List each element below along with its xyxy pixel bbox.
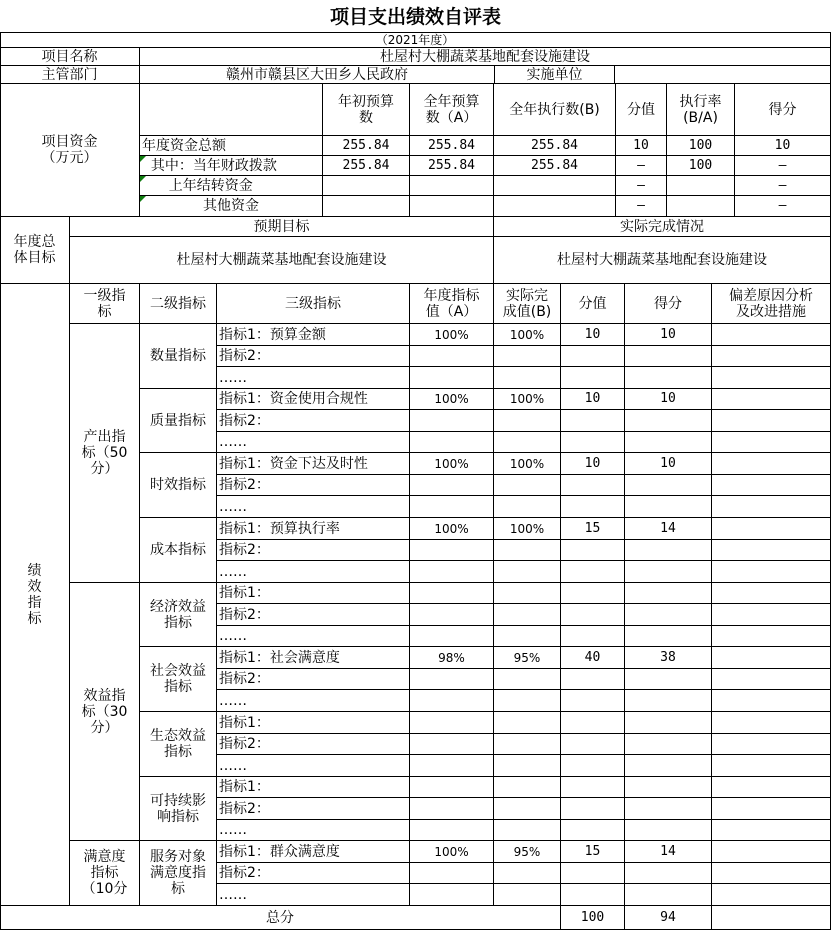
- perf-row-score-val: [561, 561, 625, 583]
- perf-row-indicator: 指标1：社会满意度: [217, 647, 410, 669]
- dept-label: 主管部门: [0, 66, 140, 84]
- funds-row-annual: [410, 196, 494, 217]
- perf-row-actual: 95%: [494, 647, 561, 669]
- perf-row-target: [410, 604, 494, 626]
- perf-row-score: [625, 626, 712, 647]
- total-deviation: [712, 906, 831, 930]
- perf-row-actual: [494, 367, 561, 389]
- funds-header-blank: [140, 84, 323, 136]
- funds-row-init: 255.84: [323, 156, 410, 176]
- perf-row-target: [410, 669, 494, 690]
- perf-level2: 时效指标: [140, 453, 217, 518]
- perf-row-indicator: 指标1：预算金额: [217, 324, 410, 346]
- perf-row-target: [410, 540, 494, 561]
- perf-row-score-val: 10: [561, 324, 625, 346]
- perf-row-indicator: ……: [217, 367, 410, 389]
- perf-row-indicator: ……: [217, 496, 410, 518]
- perf-row-deviation: [712, 777, 831, 798]
- funds-header-score-val: 分值: [616, 84, 667, 136]
- perf-row-actual: [494, 540, 561, 561]
- perf-level1: 满意度 指标 （10分: [70, 841, 140, 906]
- perf-level2: 质量指标: [140, 389, 217, 453]
- perf-row-indicator: ……: [217, 690, 410, 712]
- funds-header-score: 得分: [735, 84, 831, 136]
- perf-row-actual: 100%: [494, 518, 561, 540]
- perf-row-target: 100%: [410, 518, 494, 540]
- perf-row-score-val: [561, 604, 625, 626]
- perf-row-score-val: [561, 410, 625, 432]
- goal-actual-label: 实际完成情况: [494, 217, 831, 237]
- perf-level1: 产出指 标（50 分）: [70, 324, 140, 583]
- perf-row-deviation: [712, 884, 831, 906]
- perf-row-deviation: [712, 755, 831, 777]
- page-title: 项目支出绩效自评表: [329, 6, 501, 28]
- perf-header-l1: 一级指 标: [70, 284, 140, 324]
- perf-row-score: [625, 496, 712, 518]
- perf-row-indicator: ……: [217, 561, 410, 583]
- perf-row-indicator: ……: [217, 626, 410, 647]
- funds-row-annual: 255.84: [410, 136, 494, 156]
- perf-row-deviation: [712, 540, 831, 561]
- funds-row-exec: 255.84: [494, 156, 616, 176]
- funds-row-annual: [410, 176, 494, 196]
- funds-header-exec: 全年执行数(B): [494, 84, 616, 136]
- funds-row-exec: 255.84: [494, 136, 616, 156]
- perf-row-score: [625, 734, 712, 755]
- perf-row-score: [625, 432, 712, 453]
- perf-row-indicator: 指标2：: [217, 669, 410, 690]
- perf-row-indicator: ……: [217, 884, 410, 906]
- perf-row-actual: [494, 863, 561, 884]
- perf-row-indicator: ……: [217, 755, 410, 777]
- funds-row-score-val: —: [616, 156, 667, 176]
- perf-row-indicator: 指标1：群众满意度: [217, 841, 410, 863]
- perf-header-deviation: 偏差原因分析 及改进措施: [712, 284, 831, 324]
- funds-header-init: 年初预算 数: [323, 84, 410, 136]
- perf-row-indicator: 指标2：: [217, 410, 410, 432]
- perf-row-deviation: [712, 626, 831, 647]
- perf-row-deviation: [712, 518, 831, 540]
- perf-row-indicator: 指标1：: [217, 777, 410, 798]
- perf-row-score-val: [561, 798, 625, 820]
- perf-row-score: [625, 540, 712, 561]
- perf-row-score: [625, 669, 712, 690]
- perf-row-score: [625, 346, 712, 367]
- perf-row-score: [625, 561, 712, 583]
- perf-row-score-val: 15: [561, 841, 625, 863]
- funds-row-score: —: [735, 156, 831, 176]
- perf-row-deviation: [712, 712, 831, 734]
- perf-row-actual: [494, 475, 561, 496]
- perf-row-score: [625, 690, 712, 712]
- perf-row-actual: [494, 346, 561, 367]
- perf-row-indicator: 指标1：: [217, 712, 410, 734]
- perf-row-actual: [494, 712, 561, 734]
- perf-row-target: 100%: [410, 389, 494, 410]
- project-name-label: 项目名称: [0, 48, 140, 66]
- perf-row-target: [410, 367, 494, 389]
- perf-row-score: 14: [625, 518, 712, 540]
- perf-row-target: 100%: [410, 453, 494, 475]
- perf-row-target: [410, 734, 494, 755]
- perf-row-actual: 100%: [494, 389, 561, 410]
- perf-header-l3: 三级指标: [217, 284, 410, 324]
- perf-header-target: 年度指标 值（A）: [410, 284, 494, 324]
- perf-row-score: [625, 712, 712, 734]
- funds-header-annual: 全年预算 数（A）: [410, 84, 494, 136]
- perf-row-score-val: [561, 863, 625, 884]
- perf-row-indicator: 指标2：: [217, 540, 410, 561]
- perf-row-actual: [494, 820, 561, 841]
- perf-row-target: [410, 561, 494, 583]
- perf-level2: 经济效益 指标: [140, 583, 217, 647]
- perf-row-deviation: [712, 604, 831, 626]
- perf-row-actual: [494, 755, 561, 777]
- perf-row-score-val: 40: [561, 647, 625, 669]
- perf-row-deviation: [712, 690, 831, 712]
- perf-row-deviation: [712, 561, 831, 583]
- funds-row-score-val: —: [616, 196, 667, 217]
- perf-level2: 可持续影 响指标: [140, 777, 217, 841]
- perf-row-deviation: [712, 820, 831, 841]
- perf-row-score: [625, 884, 712, 906]
- perf-row-actual: [494, 561, 561, 583]
- perf-row-indicator: 指标1：: [217, 583, 410, 604]
- perf-row-target: [410, 820, 494, 841]
- perf-row-actual: 95%: [494, 841, 561, 863]
- perf-row-target: 98%: [410, 647, 494, 669]
- perf-row-deviation: [712, 841, 831, 863]
- perf-row-indicator: 指标1：预算执行率: [217, 518, 410, 540]
- perf-row-target: [410, 712, 494, 734]
- perf-row-target: [410, 410, 494, 432]
- perf-row-score-val: [561, 884, 625, 906]
- perf-row-score-val: [561, 346, 625, 367]
- funds-row-init: 255.84: [323, 136, 410, 156]
- perf-row-target: [410, 346, 494, 367]
- perf-row-score-val: 10: [561, 389, 625, 410]
- perf-level2: 数量指标: [140, 324, 217, 389]
- perf-row-target: [410, 626, 494, 647]
- impl-unit-label: 实施单位: [495, 66, 615, 84]
- perf-row-target: [410, 583, 494, 604]
- perf-row-target: [410, 690, 494, 712]
- perf-row-deviation: [712, 798, 831, 820]
- perf-level2: 生态效益 指标: [140, 712, 217, 777]
- perf-row-deviation: [712, 863, 831, 884]
- perf-row-deviation: [712, 453, 831, 475]
- perf-row-score: [625, 367, 712, 389]
- perf-row-indicator: ……: [217, 820, 410, 841]
- perf-row-score: [625, 755, 712, 777]
- perf-row-deviation: [712, 410, 831, 432]
- perf-row-score-val: [561, 820, 625, 841]
- funds-row-annual: 255.84: [410, 156, 494, 176]
- perf-row-score: [625, 583, 712, 604]
- perf-row-indicator: 指标2：: [217, 604, 410, 626]
- funds-row-name: 其中：当年财政拨款: [140, 156, 323, 176]
- perf-row-indicator: ……: [217, 432, 410, 453]
- perf-row-deviation: [712, 346, 831, 367]
- perf-row-score-val: [561, 540, 625, 561]
- impl-unit-value: [615, 66, 831, 84]
- perf-row-score: [625, 604, 712, 626]
- perf-row-actual: 100%: [494, 324, 561, 346]
- perf-level2: 社会效益 指标: [140, 647, 217, 712]
- funds-label: 项目资金 （万元）: [0, 84, 140, 217]
- perf-row-score-val: [561, 734, 625, 755]
- perf-level1: 效益指 标（30 分）: [70, 583, 140, 841]
- perf-header-actual: 实际完 成值(B): [494, 284, 561, 324]
- perf-row-score-val: 10: [561, 453, 625, 475]
- perf-level2: 服务对象 满意度指 标: [140, 841, 217, 906]
- perf-row-score-val: [561, 432, 625, 453]
- perf-row-actual: [494, 604, 561, 626]
- funds-row-rate: [667, 176, 735, 196]
- perf-row-target: [410, 475, 494, 496]
- perf-row-deviation: [712, 389, 831, 410]
- perf-row-score: 38: [625, 647, 712, 669]
- perf-row-score: 14: [625, 841, 712, 863]
- perf-row-deviation: [712, 324, 831, 346]
- perf-label: 绩 效 指 标: [0, 284, 70, 906]
- funds-row-name: 其他资金: [140, 196, 323, 217]
- funds-row-rate: [667, 196, 735, 217]
- perf-row-score: 10: [625, 389, 712, 410]
- perf-row-score-val: [561, 496, 625, 518]
- perf-row-actual: [494, 734, 561, 755]
- year-label: [0, 32, 831, 48]
- perf-row-score-val: [561, 777, 625, 798]
- perf-row-actual: [494, 626, 561, 647]
- perf-row-score-val: [561, 755, 625, 777]
- total-score-val: 100: [561, 906, 625, 930]
- funds-row-score-val: 10: [616, 136, 667, 156]
- perf-row-actual: [494, 884, 561, 906]
- perf-row-indicator: 指标1：资金下达及时性: [217, 453, 410, 475]
- funds-row-score-val: —: [616, 176, 667, 196]
- funds-row-rate: 100: [667, 136, 735, 156]
- perf-row-target: [410, 863, 494, 884]
- perf-header-score-val: 分值: [561, 284, 625, 324]
- perf-row-target: [410, 777, 494, 798]
- perf-row-deviation: [712, 647, 831, 669]
- perf-row-actual: [494, 583, 561, 604]
- perf-row-score: [625, 820, 712, 841]
- project-name-value: 杜屋村大棚蔬菜基地配套设施建设: [140, 48, 831, 66]
- perf-row-actual: [494, 432, 561, 453]
- perf-row-score-val: [561, 475, 625, 496]
- funds-row-init: [323, 196, 410, 217]
- goal-label: 年度总 体目标: [0, 217, 70, 284]
- perf-row-actual: [494, 496, 561, 518]
- goal-expected-label: 预期目标: [70, 217, 494, 237]
- funds-row-name: 上年结转资金: [140, 176, 323, 196]
- funds-row-score: 10: [735, 136, 831, 156]
- funds-row-exec: [494, 196, 616, 217]
- perf-row-score-val: [561, 669, 625, 690]
- funds-row-exec: [494, 176, 616, 196]
- perf-row-actual: [494, 777, 561, 798]
- perf-row-target: [410, 884, 494, 906]
- total-label: 总分: [0, 906, 561, 930]
- total-score: 94: [625, 906, 712, 930]
- perf-row-target: 100%: [410, 324, 494, 346]
- funds-header-rate: 执行率 (B/A): [667, 84, 735, 136]
- perf-row-target: [410, 798, 494, 820]
- perf-row-score-val: 15: [561, 518, 625, 540]
- perf-row-actual: [494, 410, 561, 432]
- perf-row-score: [625, 777, 712, 798]
- perf-row-score: [625, 798, 712, 820]
- perf-row-deviation: [712, 583, 831, 604]
- perf-row-actual: [494, 669, 561, 690]
- perf-row-indicator: 指标2：: [217, 863, 410, 884]
- perf-row-target: 100%: [410, 841, 494, 863]
- perf-row-score-val: [561, 367, 625, 389]
- perf-row-score: [625, 475, 712, 496]
- perf-level2: 成本指标: [140, 518, 217, 583]
- perf-row-indicator: 指标2：: [217, 798, 410, 820]
- perf-row-deviation: [712, 734, 831, 755]
- perf-row-score-val: [561, 626, 625, 647]
- perf-header-score: 得分: [625, 284, 712, 324]
- perf-row-indicator: 指标2：: [217, 346, 410, 367]
- perf-row-score: [625, 410, 712, 432]
- perf-row-target: [410, 432, 494, 453]
- perf-row-score-val: [561, 583, 625, 604]
- perf-row-score: 10: [625, 324, 712, 346]
- funds-row-init: [323, 176, 410, 196]
- perf-header-l2: 二级指标: [140, 284, 217, 324]
- dept-value: 赣州市赣县区大田乡人民政府: [140, 66, 495, 84]
- year-text: （2021年度）: [375, 32, 455, 47]
- perf-row-deviation: [712, 432, 831, 453]
- perf-row-actual: [494, 798, 561, 820]
- perf-row-actual: [494, 690, 561, 712]
- perf-row-deviation: [712, 475, 831, 496]
- perf-row-score: [625, 863, 712, 884]
- perf-row-score-val: [561, 712, 625, 734]
- funds-row-name: 年度资金总额: [140, 136, 323, 156]
- perf-row-actual: 100%: [494, 453, 561, 475]
- perf-row-indicator: 指标2：: [217, 475, 410, 496]
- goal-actual-value: 杜屋村大棚蔬菜基地配套设施建设: [494, 237, 831, 284]
- funds-row-rate: 100: [667, 156, 735, 176]
- perf-row-deviation: [712, 367, 831, 389]
- perf-row-score-val: [561, 690, 625, 712]
- perf-row-target: [410, 755, 494, 777]
- perf-row-score: 10: [625, 453, 712, 475]
- perf-row-deviation: [712, 496, 831, 518]
- goal-expected-value: 杜屋村大棚蔬菜基地配套设施建设: [70, 237, 494, 284]
- perf-row-target: [410, 496, 494, 518]
- funds-row-score: —: [735, 176, 831, 196]
- funds-row-score: —: [735, 196, 831, 217]
- perf-row-deviation: [712, 669, 831, 690]
- perf-row-indicator: 指标2：: [217, 734, 410, 755]
- perf-row-indicator: 指标1：资金使用合规性: [217, 389, 410, 410]
